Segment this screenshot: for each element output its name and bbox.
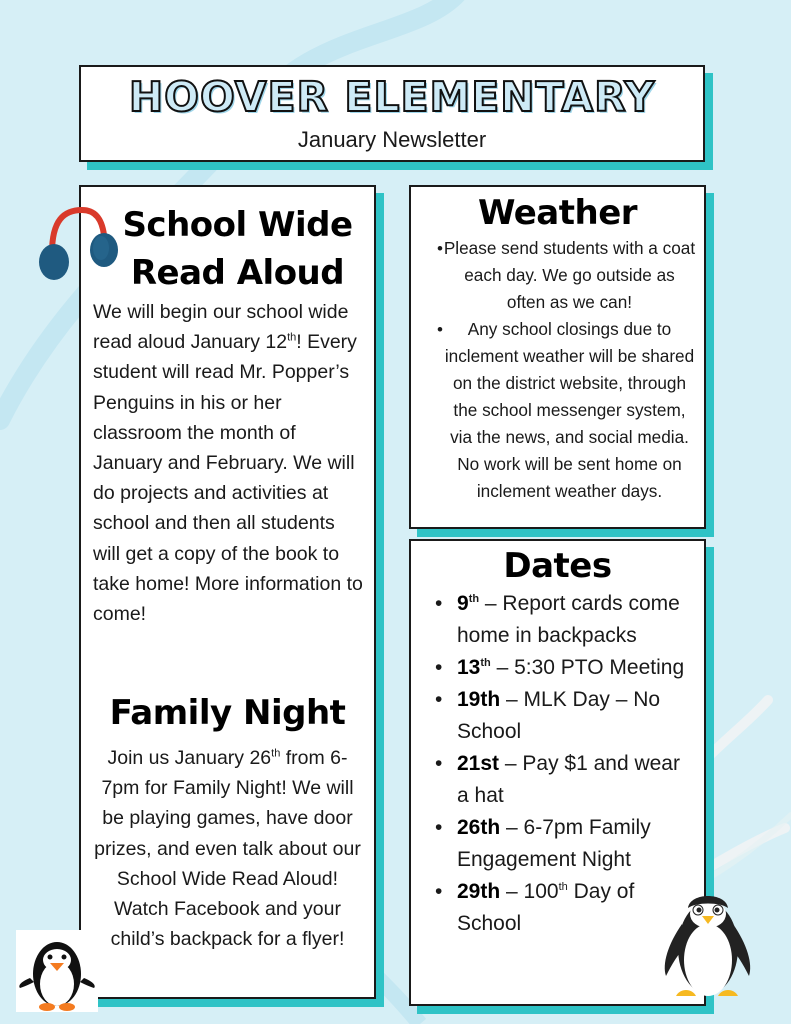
date-description: – 100 [500,880,559,903]
read-aloud-heading-line2: Read Aloud [130,253,345,293]
date-description: – MLK Day – No School [457,688,661,743]
family-night-heading: Family Night [109,693,346,733]
family-night-body [89,743,366,954]
family-night-text-1: Join us January 26 [107,747,272,769]
read-aloud-body [81,297,374,629]
ordinal-suffix: th [287,331,297,344]
school-name-title: HOOVER ELEMENTARY [128,73,656,121]
ordinal-suffix: th [468,593,480,605]
newsletter-subtitle: January Newsletter [297,127,487,152]
bullet-icon: • [435,688,443,711]
newsletter-header [79,65,705,162]
date-day: 21st [457,752,500,775]
bullet-icon: • [435,592,443,615]
list-item [435,748,694,812]
penguin-icon [660,884,755,1002]
list-item [435,588,694,652]
ordinal-suffix: th [558,881,568,893]
date-description: – 6-7pm Family Engagement Night [457,816,651,871]
list-item [435,652,694,684]
weather-item-text: Any school closings due to inclement weather will be shared on the district website, through the school messenger system, via the news, and social media. No work will be sent home on inclement weather days. [444,319,695,501]
weather-list [411,235,704,505]
read-aloud-heading [81,201,374,297]
read-aloud-family-night-panel [79,185,376,999]
ordinal-suffix: th [480,657,491,669]
list-item [435,812,694,876]
date-day: 13 [457,656,481,679]
date-description: – Report cards come home in backpacks [457,592,680,647]
dates-heading: Dates [503,546,612,586]
list-item [423,235,696,316]
weather-heading: Weather [477,193,638,233]
penguin-icon [16,930,98,1012]
bullet-icon: • [435,752,443,775]
bullet-icon: • [435,656,443,679]
date-day: 19th [457,688,501,711]
weather-item-text: Please send students with a coat each day. We go outside as often as we can! [443,238,696,312]
date-day: 9 [457,592,469,615]
date-description: – 5:30 PTO Meeting [490,656,685,679]
bullet-icon: • [435,880,443,903]
read-aloud-text-2: ! Every student will read Mr. Popper’s Penguins in his or her classroom the month of January and February. We will do projects and activities at school and then all students will get a copy of the book to take home! More information to come! [93,331,363,626]
read-aloud-text-1: We will begin our school wide read aloud January 12 [93,301,349,354]
weather-panel [409,185,706,529]
bullet-icon: • [437,239,443,258]
list-item [435,684,694,748]
list-item [435,876,694,940]
date-description: – Pay $1 and wear a hat [457,752,680,807]
bullet-icon: • [437,320,443,339]
penguin-image-frame [16,930,98,1012]
ordinal-suffix: th [271,747,281,760]
date-day: 26th [457,816,501,839]
date-description: Day of School [457,880,635,935]
list-item [423,316,696,505]
date-day: 29th [457,880,501,903]
earmuffs-icon [34,205,124,285]
family-night-text-2: from 6-7pm for Family Night! We will be playing games, have door prizes, and even talk about our School Wide Read Aloud! Watch Facebook and your child’s backpack for a flyer! [94,747,361,951]
bullet-icon: • [435,816,443,839]
read-aloud-heading-line1: School Wide [122,205,353,245]
